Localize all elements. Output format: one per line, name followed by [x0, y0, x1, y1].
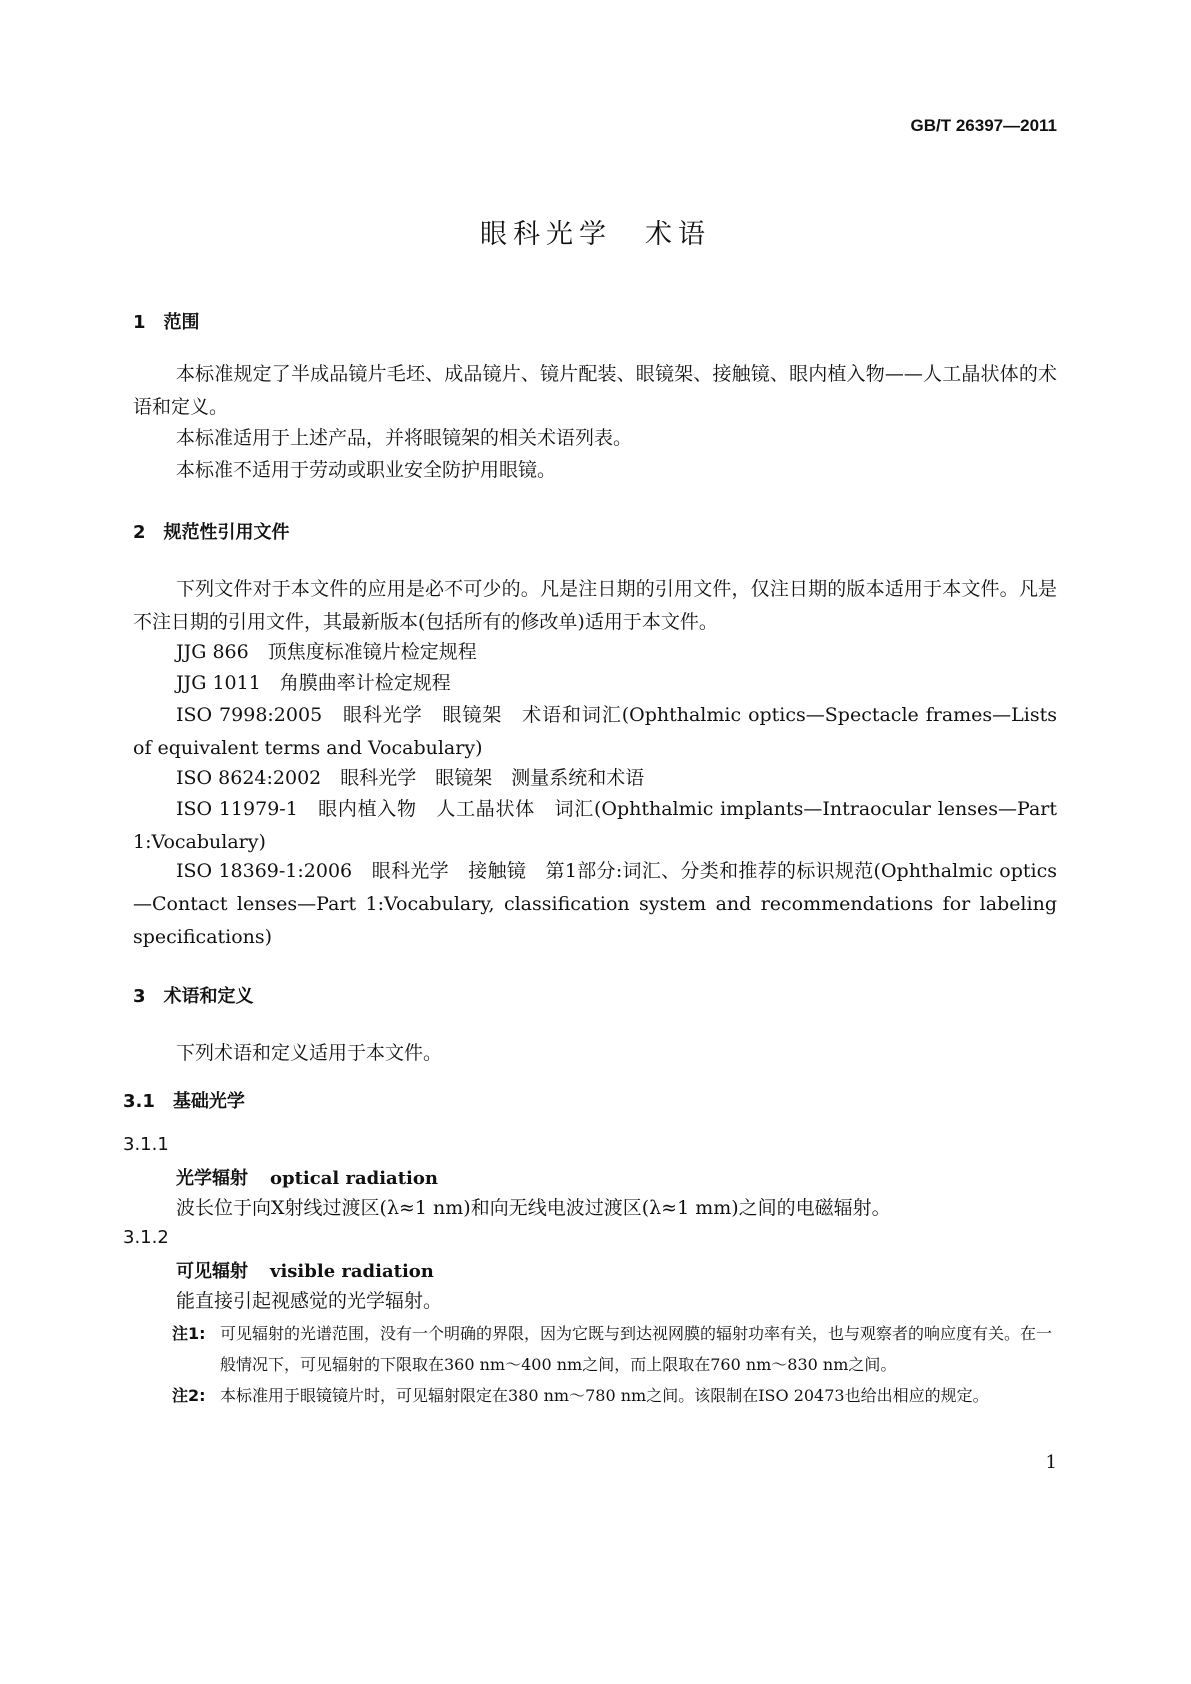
note: [172, 1318, 1057, 1380]
note: [172, 1380, 1057, 1411]
section-heading-2: 2 规范性引用文件: [133, 522, 290, 543]
note-text: 本标准用于眼镜镜片时，可见辐射限定在380 nm～780 nm之间。该限制在ISO 20473也给出相应的规定。: [220, 1386, 989, 1405]
note-text: 可见辐射的光谱范围，没有一个明确的界限，因为它既与到达视网膜的辐射功率有关，也与观察者的响应度有关。在一般情况下，可见辐射的下限取在360 nm～400 nm之间，而上限取在760 nm～830 nm之间。: [220, 1324, 1053, 1374]
document-title: 眼科光学 术语: [480, 219, 711, 250]
standard-number: GB/T 26397—2011: [910, 116, 1057, 135]
term-zh: 光学辐射: [176, 1168, 248, 1189]
section-heading-3: 3 术语和定义: [133, 986, 254, 1007]
reference-item: JJG 866 顶焦度标准镜片检定规程: [176, 641, 477, 663]
term-definition: 能直接引起视感觉的光学辐射。: [176, 1290, 443, 1312]
term-zh: 可见辐射: [176, 1261, 248, 1282]
term-heading: [176, 1257, 434, 1283]
note-label: 注2:: [172, 1386, 206, 1405]
term-definition: 波长位于向X射线过渡区(λ≈1 nm)和向无线电波过渡区(λ≈1 mm)之间的电磁辐射。: [176, 1197, 891, 1219]
page-number: 1: [1045, 1452, 1057, 1473]
term-en: visible radiation: [270, 1261, 434, 1282]
term-number: 3.1.2: [123, 1227, 169, 1248]
subsection-heading-3-1: 3.1 基础光学: [123, 1091, 245, 1112]
section1-paragraph-2: 本标准适用于上述产品，并将眼镜架的相关术语列表。: [176, 427, 633, 449]
reference-item: ISO 11979-1 眼内植入物 人工晶状体 词汇(Ophthalmic implants—Intraocular lenses—Part 1:Vocabulary): [133, 798, 1064, 853]
reference-item: ISO 18369-1:2006 眼科光学 接触镜 第1部分:词汇、分类和推荐的标识规范(Ophthalmic optics—Contact lenses—Part 1:Vocabulary, classification system and recommendations for labeling specifications): [133, 860, 1064, 948]
reference-item: ISO 7998:2005 眼科光学 眼镜架 术语和词汇(Ophthalmic optics—Spectacle frames—Lists of equivalent terms and Vocabulary): [133, 704, 1064, 759]
note-label: 注1:: [172, 1324, 206, 1343]
section-heading-1: 1 范围: [133, 312, 200, 333]
section3-intro: 下列术语和定义适用于本文件。: [176, 1042, 443, 1064]
term-number: 3.1.1: [123, 1134, 169, 1155]
term-en: optical radiation: [270, 1168, 438, 1189]
section1-paragraph-1: 本标准规定了半成品镜片毛坯、成品镜片、镜片配装、眼镜架、接触镜、眼内植入物——人工晶状体的术语和定义。: [133, 363, 1057, 418]
section1-paragraph-3: 本标准不适用于劳动或职业安全防护用眼镜。: [176, 459, 557, 481]
term-heading: [176, 1164, 438, 1190]
reference-item: ISO 8624:2002 眼科光学 眼镜架 测量系统和术语: [176, 767, 645, 789]
reference-item: JJG 1011 角膜曲率计检定规程: [176, 672, 451, 694]
section2-intro: 下列文件对于本文件的应用是必不可少的。凡是注日期的引用文件，仅注日期的版本适用于本文件。凡是不注日期的引用文件，其最新版本(包括所有的修改单)适用于本文件。: [133, 578, 1057, 633]
